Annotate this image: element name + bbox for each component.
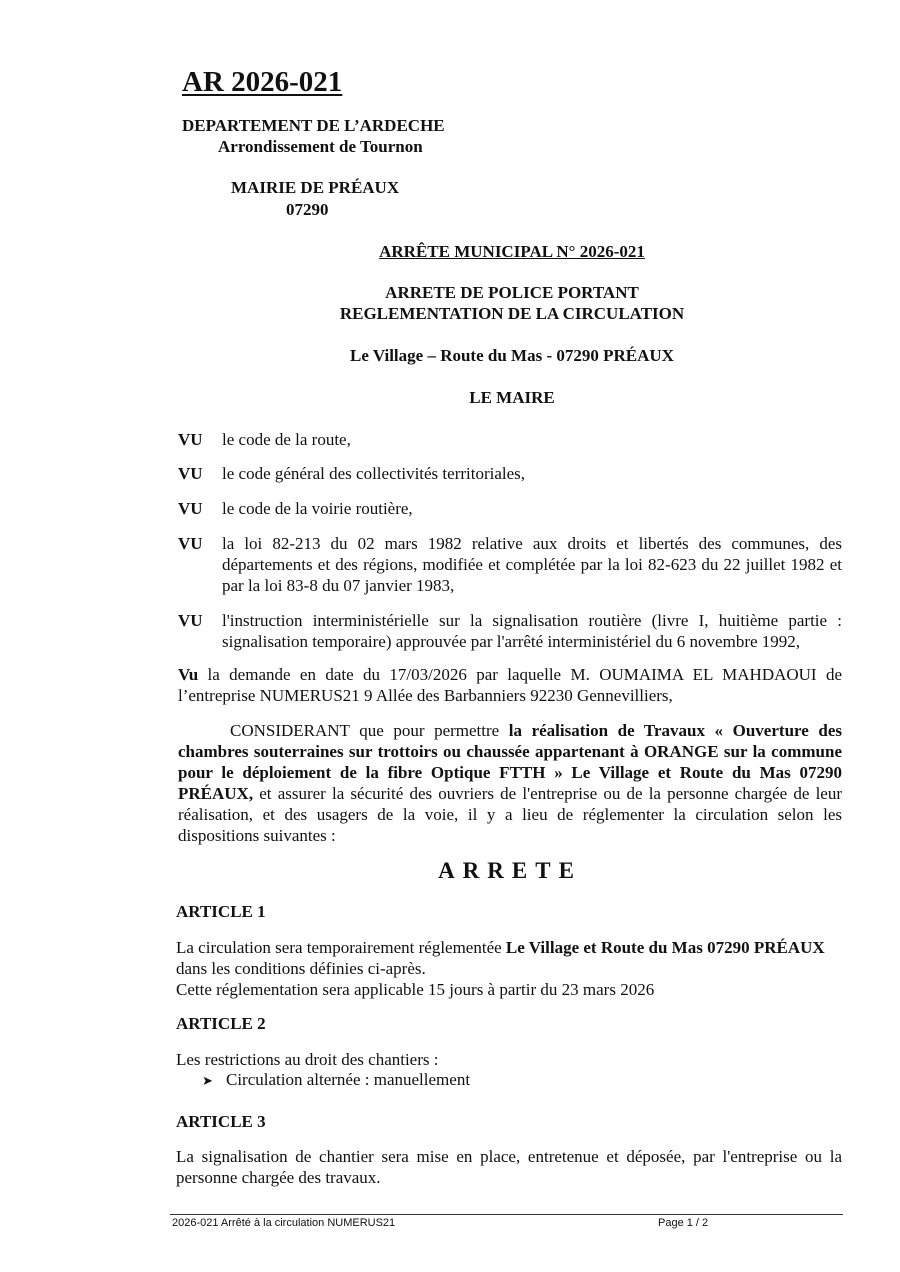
- postcode-heading: 07290: [286, 200, 329, 219]
- article-1-period: Cette réglementation sera applicable 15 jours à partir du 23 mars 2026: [176, 980, 655, 999]
- consideration-item: [178, 610, 842, 652]
- arrow-bullet-icon: ➤: [202, 1073, 213, 1088]
- article-1-line: [176, 937, 842, 979]
- footer-divider: [170, 1214, 843, 1215]
- article-2-title: ARTICLE 2: [176, 1014, 266, 1033]
- considerant-works: la réalisation de Travaux « Ouverture des chambres souterraines sur trottoirs ou chaussée appartenant à ORANGE sur la commune pour le déploiement de la fibre Optique FTTH » Le Village et Route du Mas 07290 PRÉAUX,: [178, 721, 842, 803]
- consideration-item: [178, 498, 842, 519]
- location-title: Le Village – Route du Mas - 07290 PRÉAUX: [350, 346, 674, 365]
- considerant-paragraph: [178, 720, 842, 846]
- considerant-intro: CONSIDERANT que pour permettre: [230, 721, 509, 740]
- consideration-text: le code de la route,: [222, 430, 351, 449]
- article-3-title: ARTICLE 3: [176, 1112, 266, 1131]
- consideration-item: [178, 429, 842, 450]
- article-1-body: [176, 937, 842, 1000]
- article-1-text-b: dans les conditions définies ci-après.: [176, 959, 426, 978]
- decision-heading: ARRETE: [438, 858, 582, 883]
- footer-reference: 2026-021 Arrêté à la circulation NUMERUS21: [172, 1217, 396, 1229]
- consideration-text: la loi 82-213 du 02 mars 1982 relative aux droits et libertés des communes, des départements et des régions, modifiée et complétée par la loi 82-623 du 22 juillet 1982 et par la loi 83-8 du 07 janvier 1983,: [222, 534, 842, 595]
- consideration-label: VU: [178, 499, 203, 518]
- article-3-body: La signalisation de chantier sera mise en place, entretenue et déposée, par l'entreprise ou la personne chargée des travaux.: [176, 1147, 842, 1187]
- consideration-text: l'instruction interministérielle sur la signalisation routière (livre I, huitième partie : signalisation temporaire) approuvée par l'arrêté interministériel du 6 novembre 1992,: [222, 611, 842, 651]
- consideration-item: [178, 533, 842, 596]
- consideration-label: VU: [178, 611, 203, 630]
- consideration-item: [178, 463, 842, 484]
- subject-line-2: REGLEMENTATION DE LA CIRCULATION: [339, 304, 685, 323]
- authority-title: LE MAIRE: [469, 388, 555, 407]
- consideration-text: le code général des collectivités territoriales,: [222, 464, 526, 483]
- mairie-heading: MAIRIE DE PRÉAUX: [231, 178, 400, 197]
- arrondissement-heading: Arrondissement de Tournon: [218, 137, 423, 156]
- request-text: la demande en date du 17/03/2026 par laquelle M. OUMAIMA EL MAHDAOUI de l’entreprise NUMERUS21 9 Allée des Barbanniers 92230 Gennevilliers,: [178, 665, 842, 705]
- consideration-label: VU: [178, 430, 203, 449]
- document-reference: AR 2026-021: [182, 66, 343, 98]
- article-1-location: Le Village et Route du Mas 07290 PRÉAUX: [505, 938, 825, 957]
- department-heading: DEPARTEMENT DE L’ARDECHE: [182, 116, 445, 135]
- subject-line-1: ARRETE DE POLICE PORTANT: [385, 283, 639, 302]
- consideration-label: VU: [178, 534, 203, 553]
- article-2-intro: Les restrictions au droit des chantiers :: [176, 1050, 439, 1069]
- consideration-text: le code de la voirie routière,: [222, 499, 413, 518]
- article-2-bullet-text: Circulation alternée : manuellement: [226, 1070, 471, 1089]
- article-1-title: ARTICLE 1: [176, 902, 266, 921]
- request-label: Vu: [178, 665, 199, 684]
- consideration-label: VU: [178, 464, 203, 483]
- arrete-number: ARRÊTE MUNICIPAL N° 2026-021: [379, 242, 645, 261]
- considerant-rest: et assurer la sécurité des ouvriers de l'entreprise ou de la personne chargée de leur réalisation, et des usagers de la voie, il y a lieu de réglementer la circulation selon les dispositions suivantes :: [178, 784, 842, 845]
- article-2-bullet: [202, 1070, 470, 1090]
- page-number: Page 1 / 2: [658, 1217, 709, 1229]
- article-1-text-a: La circulation sera temporairement réglementée: [176, 938, 506, 957]
- request-paragraph: [178, 664, 842, 706]
